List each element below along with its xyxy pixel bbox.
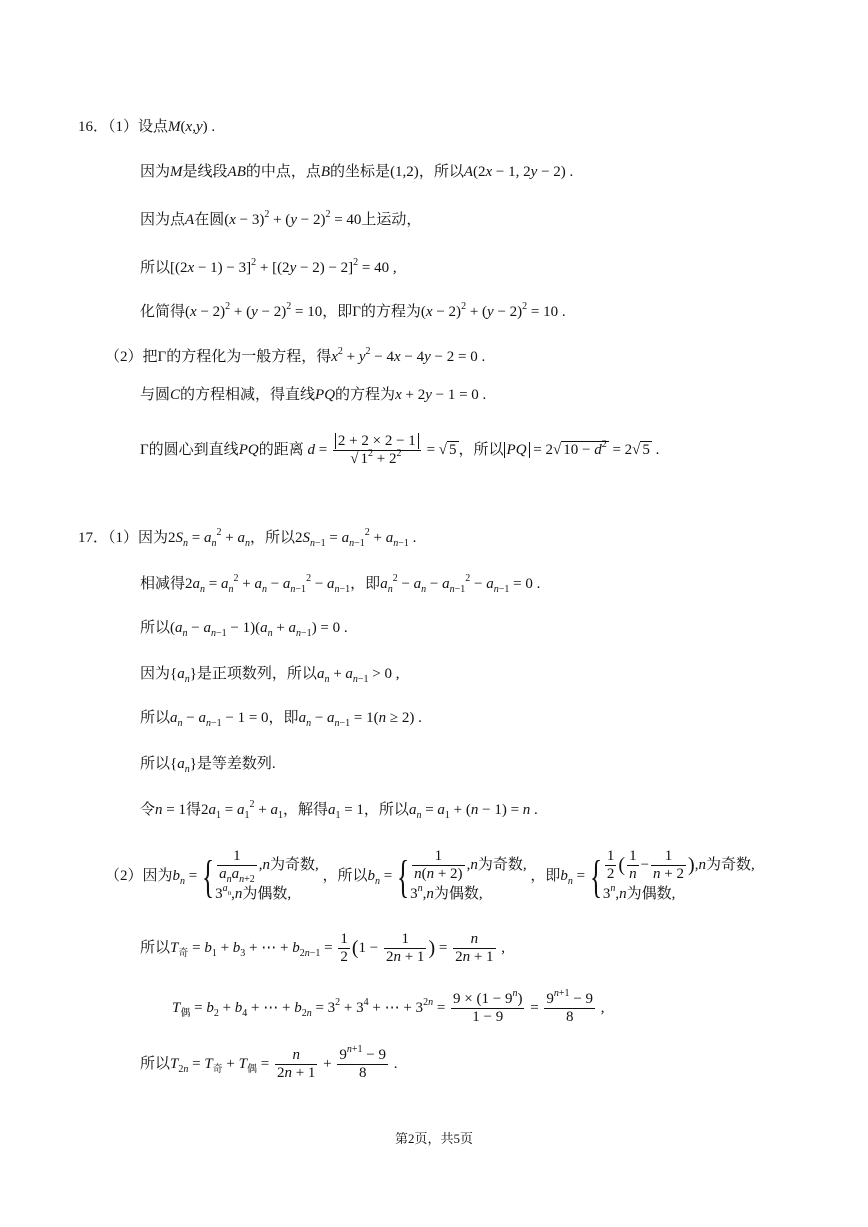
q17-line-2: 相减得$2a_n = a_n^2 + a_n - a_{n-1}^2 - a_{n-1}$，即$a_n^2 - a_n - a_{n-1}^2 - a_{n-1} = 0$ .	[140, 573, 541, 595]
q16-part1-label: （1）	[108, 119, 139, 135]
q17-line-10: $T_偶 = b_2 + b_4$ + ⋯ + $b_{2n} = 3^2 + 3^4$ + ⋯ + $3^{2n}$ = $\frac{9 \times (1 - 9^n)}{1 - 9}$ = $\frac{9^{n+1} - 9}{8}$ ,	[172, 988, 605, 1026]
q17-line-11: 所以$T_{2n} = T_奇 + T_偶$ = $\frac{n}{2n + 1}$ + $\frac{9^{n+1} - 9}{8}$ .	[140, 1044, 398, 1082]
piecewise-2: $\frac{1}{n(n + 2)}$ ,n为奇数, 3$^n$,n为偶数,	[410, 848, 527, 903]
q17-part1-label: （1）	[108, 530, 139, 546]
q17-part2-label: （2）	[105, 868, 143, 884]
q16-number: 16．	[78, 119, 109, 135]
q16-line-4: 所以$[(2x - 1) - 3]^2 + [(2y - 2) - 2]^2 = 40$ ,	[140, 257, 397, 276]
q16-line-3: 因为点A在圆$(x - 3)^2 + (y - 2)^2 = 40$上运动，	[140, 209, 422, 228]
piecewise-3: $\frac{1}{2}$ ( $\frac{1}{n}$ − $\frac{1}{n + 2}$ ),n为奇数, 3$^n$,n为偶数,	[602, 848, 755, 903]
piecewise-1: $\frac{1}{a_na_{n+2}}$ ,n为奇数, $3^{a_n},n$为偶数,	[215, 848, 319, 903]
q17-line-7: 令n = 1得$2a_1 = a_1^2 + a_1$，解得$a_1 = 1$，所以$a_n = a_1 + (n - 1) = n$ .	[140, 799, 538, 821]
page-footer: 第2页，共5页	[394, 1131, 473, 1146]
distance-fraction: $\frac{2 + 2 \times 2 - 1}{√ 1^2 + 2^2}$	[333, 433, 421, 468]
q17-line-5: 所以$a_n - a_{n-1} - 1 = 0$，即$a_n - a_{n-1} = 1(n \ge 2)$ .	[140, 710, 422, 729]
q16-line-5: 化简得$(x - 2)^2 + (y - 2)^2 = 10$，即Γ的方程为$(x - 2)^2 + (y - 2)^2 = 10$ .	[140, 301, 566, 320]
q17-line-9: 所以$T_奇 = b_1 + b_3$ + ⋯ + $b_{2n-1}$ = $\frac{1}{2}$ (1 − $\frac{1}{2n + 1}$ ) = $\frac{n}{2n + 1}$ ,	[140, 931, 506, 966]
q17-line-6: 所以$\{a_n\}$是等差数列.	[140, 756, 276, 775]
q16-line-7: 与圆C的方程相减，得直线PQ的方程为x + 2y − 1 = 0 .	[140, 387, 487, 403]
q17-line-4: 因为$\{a_n\}$是正项数列，所以$a_n + a_{n-1} > 0$ ,	[140, 666, 400, 685]
q17-line-8: （2）因为$b_n$ = { $\frac{1}{a_na_{n+2}}$ ,n为奇数, $3^{a_n},n$为偶数, ，所以$b_n$ = { $\frac{1}{n(n + 2)}$ ,n为奇数, 3$^n$,n为偶数, ，即$b_n$ = { $\frac{1}{2}$ ( $\frac{1}{n}$ − $\frac{1}{n + 2}$ ),n为奇数, 3$^n$,n为偶数,	[105, 846, 755, 906]
q16-line-2: 因为M是线段AB的中点，点B的坐标是(1,2)，所以A(2x − 1, 2y − 2) .	[140, 164, 574, 180]
q16-part2-label: （2）	[105, 349, 143, 365]
q17-line-3: 所以$(a_n - a_{n-1} - 1)(a_n + a_{n-1}) = 0$ .	[140, 620, 348, 639]
q17-line-1: 17．（1）因为$2S_n = a_n^2 + a_n$，所以$2S_{n-1} = a_{n-1}^2 + a_{n-1}$ .	[78, 527, 417, 549]
q16-line-1: 16．（1）设点M(x,y) .	[78, 119, 216, 135]
q17-number: 17．	[78, 530, 109, 546]
q16-line-8: Γ的圆心到直线PQ的距离 d = $\frac{2 + 2 \times 2 - 1}{√ 1^2 + 2^2}$ = √ 5 ，所以 PQ = 2√ $10 - d^2 = 2√$ 5 .	[140, 433, 660, 468]
q16-line-6: （2）把Γ的方程化为一般方程，得$x^2 + y^2 - 4x - 4y - 2 = 0$ .	[105, 346, 486, 365]
